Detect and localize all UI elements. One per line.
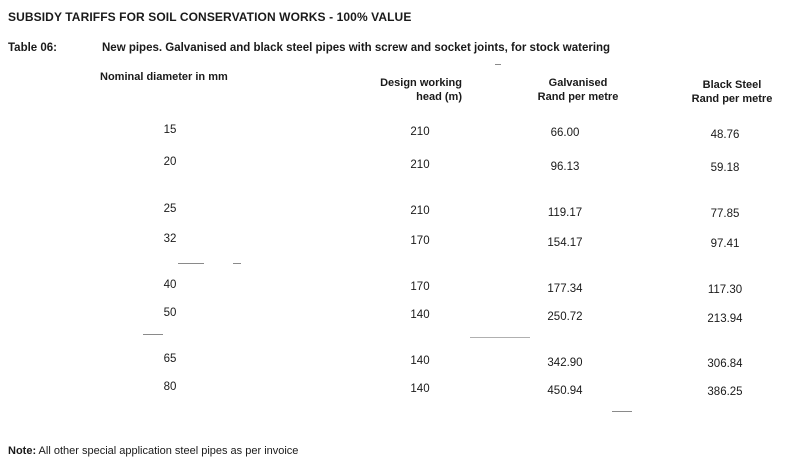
cell-head: 210	[410, 159, 430, 171]
header-nominal-diameter-text: Nominal diameter in mm	[100, 71, 228, 83]
cell-head: 140	[410, 383, 430, 395]
cell-diameter: 80	[163, 381, 177, 393]
header-galvanised	[520, 76, 636, 104]
cell-galvanised: 450.94	[547, 385, 583, 397]
table-caption: New pipes. Galvanised and black steel pipes with screw and socket joints, for stock watering	[102, 42, 611, 54]
cell-head: 210	[410, 205, 430, 217]
header-black-steel	[680, 78, 784, 106]
header-galvanised-line2: Rand per metre	[537, 91, 619, 103]
header-design-working-head	[370, 76, 462, 104]
cell-galvanised: 119.17	[547, 207, 583, 219]
cell-head: 170	[410, 235, 430, 247]
cell-head: 140	[410, 309, 430, 321]
header-black-steel-line1: Black Steel	[702, 79, 762, 91]
header-black-steel-line2: Rand per metre	[691, 93, 773, 105]
scan-mark	[612, 411, 632, 412]
cell-diameter: 65	[163, 353, 177, 365]
cell-black-steel: 59.18	[710, 162, 740, 174]
table-label: Table 06:	[8, 42, 57, 54]
scan-mark	[495, 64, 501, 65]
cell-head: 140	[410, 355, 430, 367]
cell-galvanised: 154.17	[547, 237, 583, 249]
header-galvanised-line1: Galvanised	[548, 77, 608, 89]
scan-mark	[178, 263, 204, 264]
footnote-text: All other special application steel pipes as per invoice	[36, 445, 299, 457]
scan-mark	[143, 334, 163, 335]
cell-black-steel: 306.84	[707, 358, 743, 370]
cell-diameter: 15	[163, 124, 177, 136]
header-nominal-diameter	[100, 70, 228, 84]
header-design-working-head-line2: head (m)	[416, 91, 462, 103]
footnote-label: Note:	[8, 445, 37, 457]
cell-head: 210	[410, 126, 430, 138]
cell-diameter: 32	[163, 233, 177, 245]
cell-black-steel: 97.41	[710, 238, 740, 250]
cell-black-steel: 213.94	[707, 313, 743, 325]
cell-galvanised: 177.34	[547, 283, 583, 295]
scan-mark	[470, 337, 530, 338]
scan-mark	[233, 263, 241, 264]
cell-head: 170	[410, 281, 430, 293]
header-design-working-head-line1: Design working	[380, 77, 462, 89]
cell-black-steel: 386.25	[707, 386, 743, 398]
cell-diameter: 25	[163, 203, 177, 215]
page-title: SUBSIDY TARIFFS FOR SOIL CONSERVATION WORKS - 100% VALUE	[8, 10, 412, 24]
cell-black-steel: 48.76	[710, 129, 740, 141]
cell-galvanised: 66.00	[550, 127, 580, 139]
cell-diameter: 20	[163, 156, 177, 168]
cell-diameter: 40	[163, 279, 177, 291]
cell-galvanised: 342.90	[547, 357, 583, 369]
cell-galvanised: 96.13	[550, 161, 580, 173]
cell-black-steel: 77.85	[710, 208, 740, 220]
cell-diameter: 50	[163, 307, 177, 319]
cell-black-steel: 117.30	[707, 284, 743, 296]
footnote	[8, 445, 298, 457]
cell-galvanised: 250.72	[547, 311, 583, 323]
